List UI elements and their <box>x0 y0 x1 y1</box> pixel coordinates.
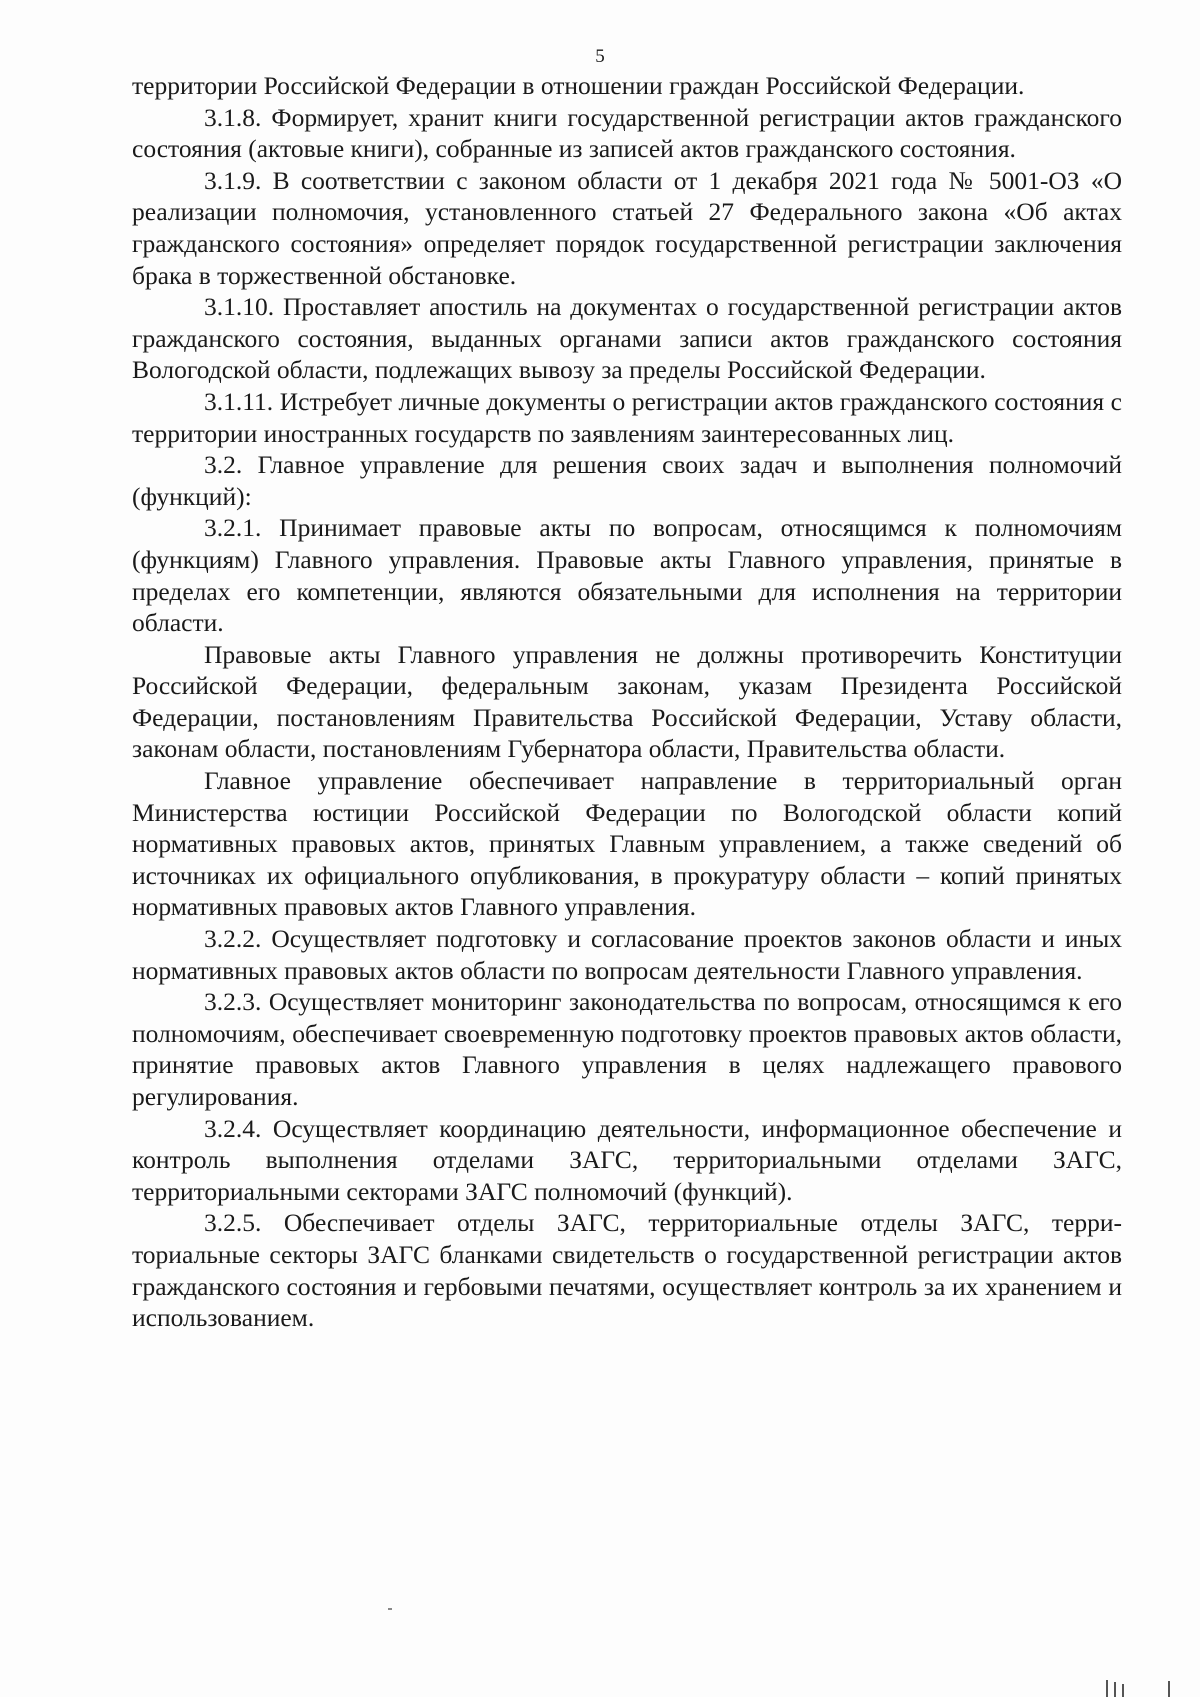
paragraph-3-1-8: 3.1.8. Формирует, хранит книги государственной регистрации актов гражданского состояния (актовые книги), собранные из записей актов гражданского состояния. <box>132 102 1122 164</box>
scan-speck <box>388 1608 392 1610</box>
paragraph-3-2-2: 3.2.2. Осуществляет подготовку и согласование проектов законов области и иных нормативных правовых актов области по вопросам деятельности Главного управления. <box>132 924 1122 985</box>
scan-edge-mark <box>1122 1684 1124 1697</box>
paragraph-3-1-9: 3.1.9. В соответствии с законом области от 1 декабря 2021 года № 5001-ОЗ «О реализации полномочия, установленного статьей 27 Федерального закона «Об актах гражданского состояния» определяет порядок государственной регистрации заключения брака в торжественной обстановке. <box>132 165 1122 290</box>
paragraph-3-2-5: 3.2.5. Обеспечивает отделы ЗАГС, территориальные отделы ЗАГС, территориальные секторы ЗАГС бланками свидетельств о государственной регистрации актов гражданского состояния и гербовыми печатями, осуществляет контроль за их хранением и использованием. <box>132 1208 1122 1333</box>
paragraph-3-2-1: 3.2.1. Принимает правовые акты по вопросам, относящимся к полномочиям (функциям) Главного управления. Правовые акты Главного управления, принятые в пределах его компетенции, являются обязательными для исполнения на территории области. <box>132 513 1122 638</box>
scan-edge-mark <box>1114 1682 1116 1697</box>
document-body <box>132 70 1122 1334</box>
paragraph-continuation: территории Российской Федерации в отношении граждан Российской Федерации. <box>132 71 1025 100</box>
paragraph-3-2-3: 3.2.3. Осуществляет мониторинг законодательства по вопросам, относящимся к его полномочиям, обеспечивает своевременную подготовку проектов правовых актов области, принятие правовых актов Главного управления в целях надлежащего правового регулирования. <box>132 987 1122 1111</box>
paragraph-3-1-11: 3.1.11. Истребует личные документы о регистрации актов гражданского состояния с территории иностранных государств по заявлениям заинтересованных лиц. <box>132 386 1122 448</box>
scan-edge-mark <box>1168 1681 1170 1697</box>
scan-edge-mark <box>1106 1680 1108 1697</box>
paragraph-legal-acts-submission: Главное управление обеспечивает направление в территориальный орган Министерства юстиции Российской Федерации по Вологодской области копий нормативных правовых актов, принятых Главным управлением, а также сведений об источниках их официального опубликования, в прокуратуру области – копий принятых нормативных правовых актов Главного управления. <box>132 766 1122 922</box>
paragraph-3-2: 3.2. Главное управление для решения своих задач и выполнения полномочий (функций): <box>132 450 1122 511</box>
paragraph-3-1-10: 3.1.10. Проставляет апостиль на документах о государственной регистрации актов гражданского состояния, выданных органами записи актов гражданского состояния Вологодской области, подлежащих вывозу за пределы Российской Федерации. <box>132 292 1122 385</box>
page-number: 5 <box>595 46 605 67</box>
paragraph-3-2-4: 3.2.4. Осуществляет координацию деятельности, информационное обеспечение и контроль выполнения отделами ЗАГС, территориальными отделами ЗАГС, территориальными секторами ЗАГС полномочий (функций). <box>132 1113 1122 1206</box>
paragraph-legal-acts-compliance: Правовые акты Главного управления не должны противоречить Конституции Российской Федерации, федеральным законам, указам Президента Российской Федерации, постановлениям Правительства Российской Федерации, Уставу области, законам области, постановлениям Губернатора области, Правительства области. <box>132 639 1122 764</box>
